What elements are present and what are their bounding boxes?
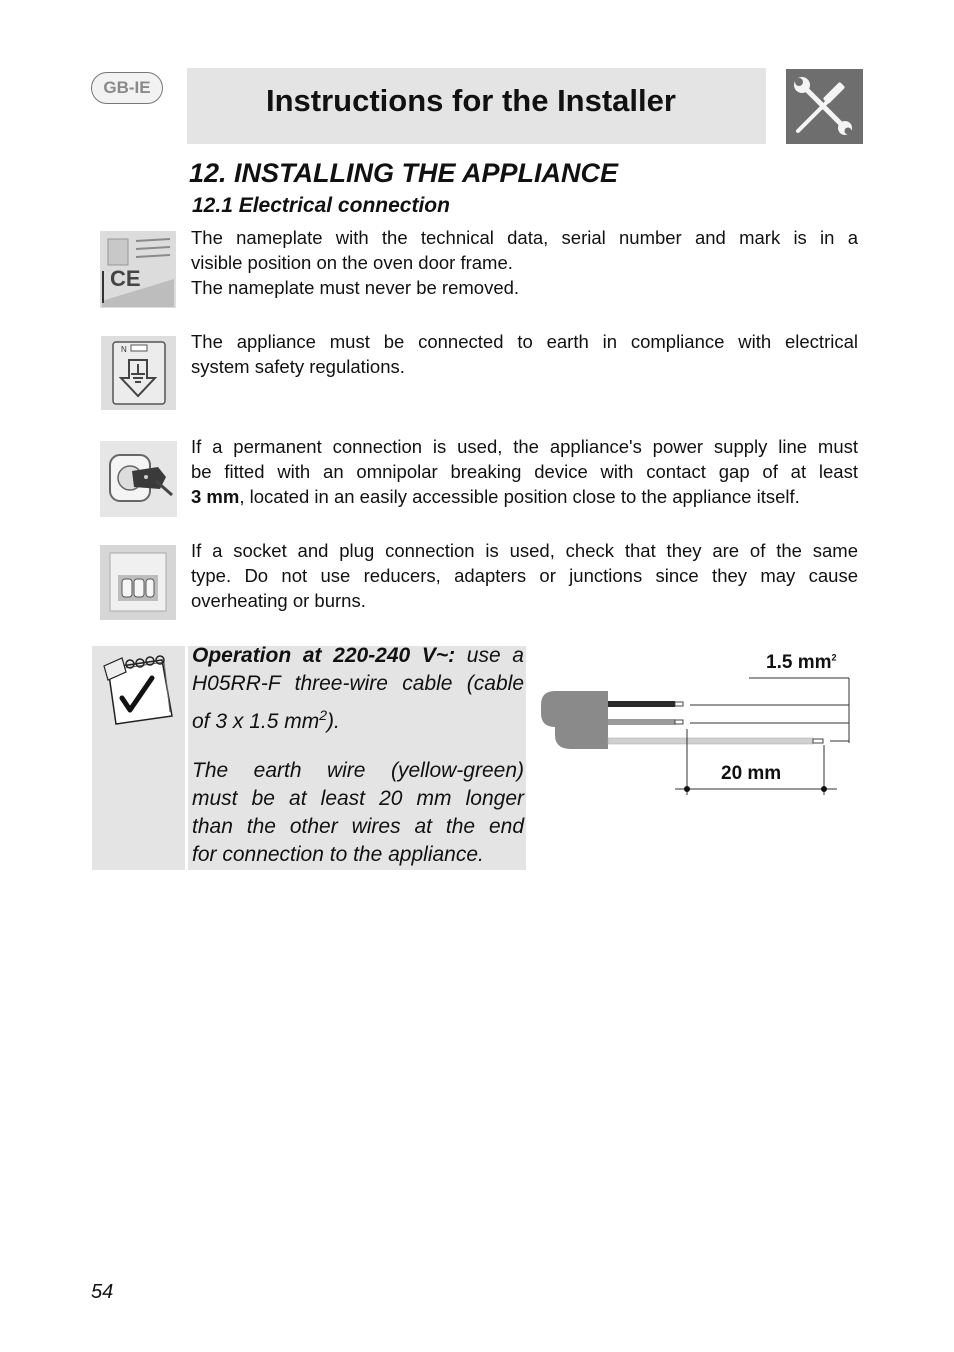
section-heading: 12. INSTALLING THE APPLIANCE [189, 158, 619, 188]
notepad-check-icon [100, 650, 178, 728]
permanent-line-3-rest: , located in an easily accessible position close to the appliance itself. [239, 486, 800, 507]
switch-box-icon [100, 545, 176, 620]
socket-line-2: type. Do not use reducers, adapters or junctions since they may cause [191, 565, 858, 586]
section-subheading: 12.1 Electrical connection [192, 194, 450, 217]
cable-diagram [535, 645, 865, 810]
permanent-line-2: be fitted with an omnipolar breaking device with contact gap of at least [191, 461, 858, 482]
cross-section-label [766, 652, 837, 674]
operation-line-1 [192, 642, 524, 670]
earth-wire-line-1: The earth wire (yellow-green) [192, 759, 524, 782]
language-badge-label: GB-IE [103, 78, 151, 97]
operation-rest: use a [455, 644, 524, 667]
nameplate-ce-icon [100, 231, 176, 308]
operation-voltage: Operation at 220-240 V~: [192, 644, 456, 667]
screwdriver-and-wrench-icon [786, 69, 863, 144]
cross-section-sup: 2 [831, 652, 837, 663]
earth-paragraph [191, 329, 858, 379]
operation-line-3 [192, 701, 524, 736]
earth-terminal-icon [101, 336, 176, 410]
page-title: Instructions for the Installer [266, 83, 676, 118]
operation-line-3-end: ). [327, 710, 340, 733]
contact-gap-value: 3 mm [191, 486, 240, 507]
language-badge [91, 72, 163, 104]
plug-socket-icon [100, 441, 177, 517]
earth-line-1: The appliance must be connected to earth in compliance with electrical [191, 331, 858, 352]
svg-text:CE: CE [110, 266, 141, 291]
earth-wire-line-3: than the other wires at the end [192, 815, 524, 838]
operation-line-3-text: of 3 x 1.5 mm [192, 710, 320, 733]
nameplate-line-3: The nameplate must never be removed. [191, 277, 520, 298]
nameplate-paragraph [191, 225, 858, 300]
nameplate-line-2: visible position on the oven door frame. [191, 252, 513, 273]
cross-section-value: 1.5 mm [766, 652, 832, 673]
permanent-connection-paragraph [191, 434, 858, 509]
earth-wire-line-4: for connection to the appliance. [192, 843, 484, 866]
permanent-line-3 [191, 484, 858, 509]
nameplate-line-1: The nameplate with the technical data, serial number and mark is in a [191, 227, 858, 248]
earth-wire-line-2: must be at least 20 mm longer [192, 787, 524, 810]
operation-sup: 2 [319, 707, 328, 723]
svg-text:N: N [121, 345, 127, 354]
socket-plug-paragraph [191, 538, 858, 613]
socket-line-3: overheating or burns. [191, 590, 366, 611]
earth-line-2: system safety regulations. [191, 356, 405, 377]
operation-note [192, 642, 524, 736]
earth-wire-note [192, 757, 524, 869]
length-label: 20 mm [721, 763, 782, 784]
socket-line-1: If a socket and plug connection is used, check that they are of the same [191, 540, 858, 561]
page-number: 54 [91, 1281, 114, 1303]
permanent-line-1: If a permanent connection is used, the appliance's power supply line must [191, 436, 858, 457]
operation-line-2: H05RR-F three-wire cable (cable [192, 672, 524, 695]
